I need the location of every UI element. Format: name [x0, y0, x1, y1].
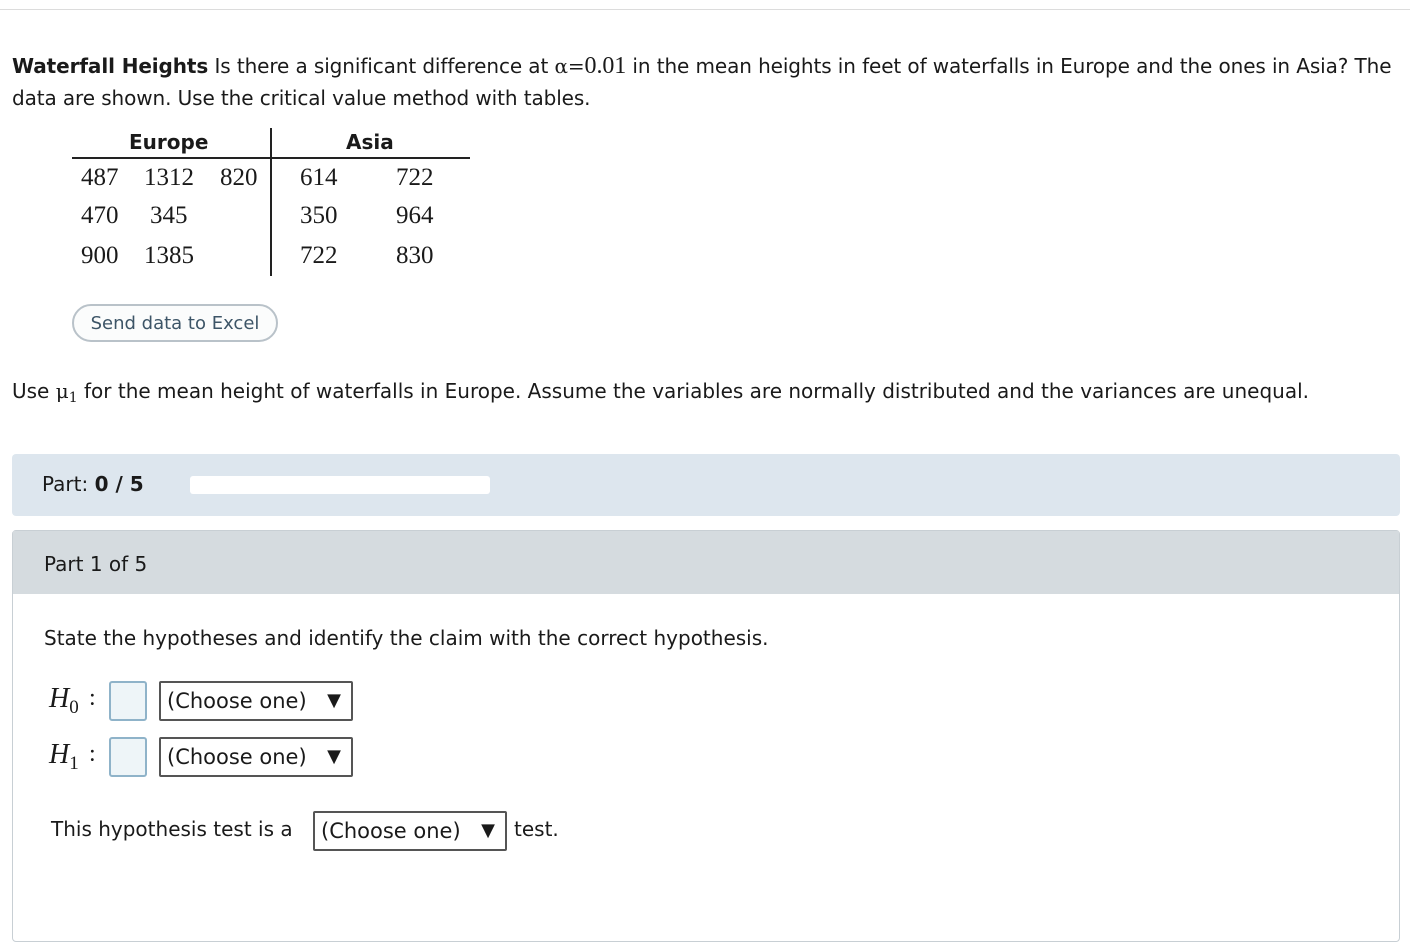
europe-cell: 820 [220, 164, 258, 191]
progress-value: 0 / 5 [94, 472, 144, 496]
asia-cell: 614 [300, 164, 338, 191]
alpha-value: 0.01 [584, 53, 627, 79]
assumption-after: for the mean height of waterfalls in Europe. Assume the variables are normally distributed and the variances are unequal. [84, 379, 1309, 403]
europe-cell: 487 [81, 164, 119, 191]
top-divider [0, 9, 1410, 10]
asia-cell: 350 [300, 202, 338, 229]
h1-letter: H [49, 739, 70, 770]
h1-colon: : [89, 741, 96, 767]
alpha-symbol: α [554, 54, 568, 78]
send-data-to-excel-button[interactable]: Send data to Excel [72, 304, 278, 342]
h0-select-value: (Choose one) [167, 689, 307, 713]
table-divider [270, 128, 272, 276]
assumption-before: Use [12, 379, 50, 403]
asia-cell: 830 [396, 242, 434, 269]
h0-label [49, 683, 79, 719]
mu-subscript: 1 [68, 390, 78, 406]
chevron-down-icon: ▼ [481, 820, 495, 841]
h1-select-value: (Choose one) [167, 745, 307, 769]
mu-symbol [55, 379, 78, 406]
part-title: Part 1 of 5 [44, 552, 148, 576]
test-type-suffix: test. [514, 817, 559, 841]
progress-label-text: Part: [42, 472, 89, 496]
test-type-select[interactable] [313, 811, 507, 851]
asia-cell: 964 [396, 202, 434, 229]
europe-cell: 345 [150, 202, 188, 229]
data-table [72, 128, 470, 276]
part-instruction: State the hypotheses and identify the claim with the correct hypothesis. [44, 626, 769, 650]
part-header [13, 531, 1399, 594]
part-panel [12, 530, 1400, 942]
h1-symbol-input[interactable] [109, 737, 147, 777]
europe-cell: 900 [81, 242, 119, 269]
assumption-text [12, 376, 1309, 413]
europe-cell: 470 [81, 202, 119, 229]
test-type-prefix: This hypothesis test is a [51, 817, 293, 841]
progress-bar-panel [12, 454, 1400, 516]
h0-letter: H [49, 683, 70, 714]
europe-cell: 1385 [144, 242, 194, 269]
h0-claim-select[interactable] [159, 681, 353, 721]
asia-header: Asia [346, 130, 394, 154]
h0-subscript: 0 [69, 697, 79, 718]
h0-colon: : [89, 685, 96, 711]
h1-claim-select[interactable] [159, 737, 353, 777]
problem-statement [12, 50, 1397, 114]
progress-track [190, 476, 490, 494]
problem-text-2: in the mean heights in feet of waterfalls in Europe and the ones in Asia? The data are shown. Use the critical value method with tables. [12, 54, 1392, 110]
h1-label [49, 739, 79, 775]
europe-cell: 1312 [144, 164, 194, 191]
problem-text-1: Is there a significant difference at [214, 54, 549, 78]
progress-label [42, 472, 144, 496]
asia-cell: 722 [300, 242, 338, 269]
h0-symbol-input[interactable] [109, 681, 147, 721]
chevron-down-icon: ▼ [327, 690, 341, 711]
europe-header: Europe [129, 130, 209, 154]
h1-subscript: 1 [69, 753, 79, 774]
problem-title: Waterfall Heights [12, 54, 209, 78]
alpha-expression: α=0.01 [554, 53, 627, 79]
mu-letter: μ [55, 379, 69, 403]
test-select-value: (Choose one) [321, 819, 461, 843]
chevron-down-icon: ▼ [327, 746, 341, 767]
asia-cell: 722 [396, 164, 434, 191]
